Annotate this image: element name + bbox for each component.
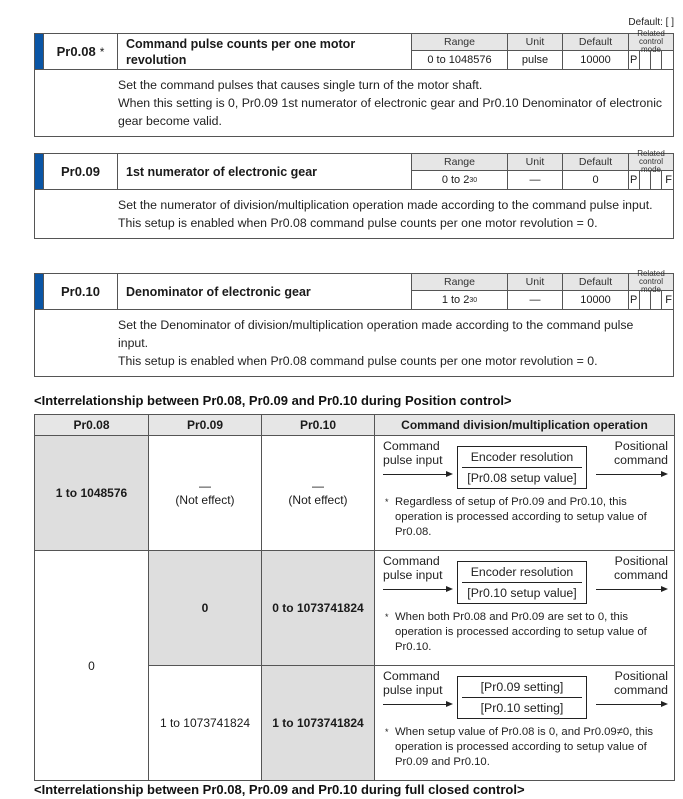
range-value: 0 to 1048576 [412,51,508,69]
cell-pr0-10 [262,436,375,551]
input-label [383,439,453,478]
input-line1: Command [383,554,440,568]
output-line2: command [614,568,668,582]
cell-pr0-10: 1 to 1073741824 [262,666,375,781]
mode-t [651,51,662,69]
denominator: [Pr0.08 setup value] [467,471,577,485]
range-exponent: 30 [469,296,478,304]
col-pr0-08: Pr0.08 [35,415,149,436]
mode-f [662,51,673,69]
interrelationship-table [34,414,675,781]
dash: — [199,479,211,493]
input-line1: Command [383,669,440,683]
description-line: Set the numerator of division/multiplication operation made according to the command pulse input. [118,198,653,212]
table-row [35,551,675,666]
mode-f: F [665,174,672,186]
output-line1: Positional [614,554,668,568]
param-header [35,149,673,190]
star-icon: * [99,44,105,59]
input-line1: Command [383,439,440,453]
description-line: When this setting is 0, Pr0.09 1st numerator of electronic gear and Pr0.10 Denominator of electronic gear become valid. [118,96,663,128]
control-mode-label: control mode [638,277,663,294]
cell-pr0-09: 0 [149,551,262,666]
cell-operation [375,436,675,551]
output-line1: Positional [614,439,668,453]
cell-operation [375,666,675,781]
param-id [44,34,118,69]
position-control-title: <Interrelationship between Pr0.08, Pr0.09 and Pr0.10 during Position control> [34,393,512,408]
control-mode-label: control mode [638,157,663,174]
mode-t [651,291,662,309]
arrow-right-icon [596,585,668,593]
description-line: Set the command pulses that causes single turn of the motor shaft. [118,78,483,92]
output-line2: command [614,683,668,697]
related-label: Related [637,29,665,38]
numerator: Encoder resolution [462,565,582,583]
not-effect: (Not effect) [288,493,348,507]
arrow-right-icon [596,700,668,708]
fraction-box [457,676,587,719]
input-line2: pulse input [383,453,443,467]
table-header-row [35,415,675,436]
mode-s [640,171,651,189]
description-line: This setup is enabled when Pr0.08 command pulse counts per one motor revolution = 0. [118,216,598,230]
default-header: Default [563,34,629,51]
denominator: [Pr0.10 setup value] [467,586,577,600]
input-label [383,554,453,593]
description-line: This setup is enabled when Pr0.08 command pulse counts per one motor revolution = 0. [118,354,598,368]
related-label: Related [637,269,665,278]
output-label [596,439,668,478]
cell-pr0-10: 0 to 1073741824 [262,551,375,666]
col-operation: Command division/multiplication operation [375,415,675,436]
unit-value: — [508,171,563,189]
input-label [383,669,453,708]
operation-note [383,495,668,540]
full-closed-control-title: <Interrelationship between Pr0.08, Pr0.09 and Pr0.10 during full closed control> [34,782,525,797]
col-pr0-10: Pr0.10 [262,415,375,436]
accent-bar [35,34,44,69]
param-block-pr0-08 [34,29,674,137]
not-effect: (Not effect) [175,493,235,507]
fraction-box [457,561,587,604]
unit-value: — [508,291,563,309]
param-id [44,274,118,309]
numerator: Encoder resolution [462,450,582,468]
range-value [412,171,508,189]
mode-t [651,171,662,189]
cell-pr0-09 [149,436,262,551]
operation-diagram [383,554,668,606]
note-text: When setup value of Pr0.08 is 0, and Pr0.09≠0, this operation is processed according to setup value of Pr0.09 and Pr0.10. [395,726,654,768]
default-header: Default [563,274,629,291]
param-description [35,70,673,136]
unit-header: Unit [508,154,563,171]
arrow-right-icon [596,470,668,478]
default-value: 10000 [563,291,629,309]
note-text: Regardless of setup of Pr0.09 and Pr0.10, this operation is processed according to setup value of Pr0.08. [395,496,647,538]
related-mode-header [629,29,673,54]
param-block-pr0-09 [34,149,674,239]
mode-f: F [665,294,672,306]
mode-p: P [629,291,640,309]
param-id-text: Pr0.09 [60,164,101,179]
param-description [35,310,673,376]
param-name: 1st numerator of electronic gear [118,154,412,189]
mode-s [640,51,651,69]
operation-diagram [383,669,668,721]
unit-header: Unit [508,34,563,51]
range-header: Range [412,34,508,51]
range-base: 0 to 2 [441,174,470,186]
related-mode-header [629,269,673,294]
param-attributes [412,29,673,69]
cell-pr0-08: 1 to 1048576 [35,436,149,551]
param-id-text: Pr0.10 [60,284,101,299]
param-attributes [412,149,673,189]
param-description [35,190,673,238]
output-line2: command [614,453,668,467]
param-id-text: Pr0.08 [56,44,96,59]
arrow-right-icon [383,470,453,478]
input-line2: pulse input [383,683,443,697]
cell-pr0-09: 1 to 1073741824 [149,666,262,781]
range-header: Range [412,274,508,291]
input-line2: pulse input [383,568,443,582]
arrow-right-icon [383,585,453,593]
numerator: [Pr0.09 setting] [462,680,582,698]
description-line: Set the Denominator of division/multiplication operation made according to the command pulse input. [118,318,634,350]
operation-note [383,725,668,770]
denominator: [Pr0.10 setting] [480,701,564,715]
default-note: Default: [ ] [628,17,674,28]
param-name: Denominator of electronic gear [118,274,412,309]
param-name: Command pulse counts per one motor revolution [118,34,412,69]
unit-value: pulse [508,51,563,69]
table-row [35,436,675,551]
related-mode-header [629,149,673,174]
output-line1: Positional [614,669,668,683]
param-block-pr0-10 [34,269,674,377]
param-attributes [412,269,673,309]
default-header: Default [563,154,629,171]
default-value: 0 [563,171,629,189]
range-base: 1 to 2 [441,294,470,306]
col-pr0-09: Pr0.09 [149,415,262,436]
unit-header: Unit [508,274,563,291]
cell-operation [375,551,675,666]
output-label [596,669,668,708]
arrow-right-icon [383,700,453,708]
asterisk-icon: * [385,612,389,622]
related-label: Related [637,149,665,158]
mode-p: P [629,171,640,189]
asterisk-icon: * [385,497,389,507]
accent-bar [35,154,44,189]
control-mode-label: control mode [638,37,663,54]
param-id [44,154,118,189]
dash: — [312,479,324,493]
range-exponent: 30 [469,176,478,184]
fraction-box [457,446,587,489]
param-header [35,269,673,310]
operation-note [383,610,668,655]
range-value [412,291,508,309]
range-header: Range [412,154,508,171]
output-label [596,554,668,593]
note-text: When both Pr0.08 and Pr0.09 are set to 0, this operation is processed according to setup value of Pr0.10. [395,611,647,653]
operation-diagram [383,439,668,491]
mode-s [640,291,651,309]
default-value: 10000 [563,51,629,69]
cell-pr0-08: 0 [35,551,149,781]
mode-p: P [629,51,640,69]
param-header [35,29,673,70]
asterisk-icon: * [385,727,389,737]
accent-bar [35,274,44,309]
